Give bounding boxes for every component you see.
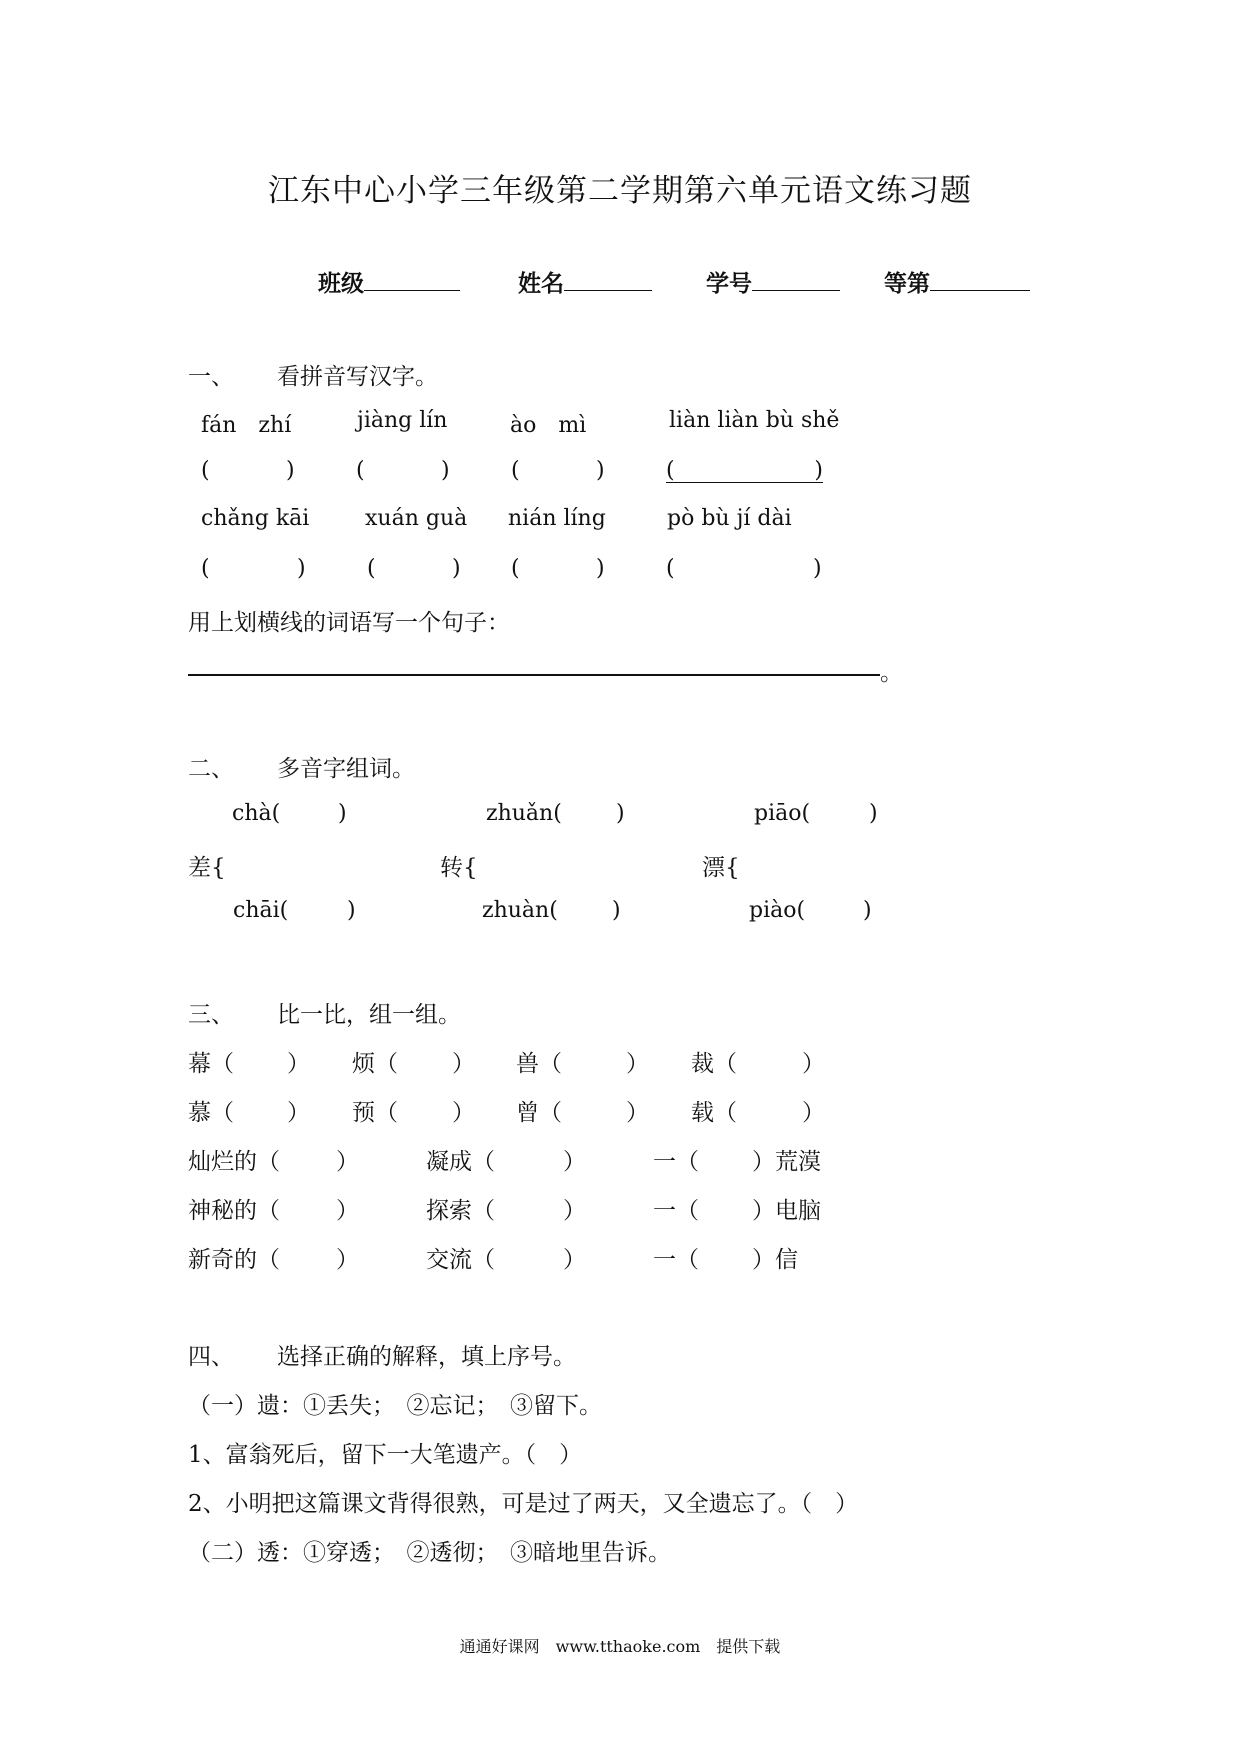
- section4-number: 四、: [188, 1344, 234, 1370]
- compare-char: 裁（: [691, 1051, 737, 1077]
- paren-close: ): [297, 556, 306, 581]
- class-label: 班级: [318, 270, 364, 297]
- paren-close: ）: [336, 1149, 359, 1175]
- section4-heading: 选择正确的解释，填上序号。: [277, 1344, 576, 1370]
- name-field: [518, 265, 652, 298]
- paren-close: ）: [626, 1051, 649, 1077]
- phrase-prefix: 交流（: [426, 1247, 495, 1273]
- paren-close: ): [452, 556, 461, 581]
- paren-close: ）: [336, 1198, 359, 1224]
- polyphone-reading: chà(: [232, 801, 281, 826]
- compare-char: 幕（: [188, 1051, 234, 1077]
- polyphone-reading: piào(: [749, 898, 806, 923]
- compare-char: 载（: [691, 1100, 737, 1126]
- paren-close: ): [813, 556, 822, 581]
- paren-open: (: [356, 458, 365, 483]
- class-blank[interactable]: [364, 270, 460, 291]
- polyphone-reading: chāi(: [233, 898, 289, 923]
- compare-char: 烦（: [352, 1051, 398, 1077]
- pinyin-item: ào mì: [510, 413, 587, 438]
- paren-open: (: [201, 458, 210, 483]
- paren-open: (: [201, 556, 210, 581]
- phrase-suffix: ）荒漠: [752, 1149, 821, 1175]
- polyphone-char: 差{: [188, 855, 226, 881]
- phrase-prefix: 探索（: [426, 1198, 495, 1224]
- underlined-answer-box[interactable]: [666, 458, 823, 483]
- sentence-answer-line[interactable]: [188, 674, 880, 676]
- page-title: 江东中心小学三年级第二学期第六单元语文练习题: [268, 173, 972, 209]
- polyphone-char: 转{: [440, 855, 478, 881]
- student-number-blank[interactable]: [752, 270, 840, 291]
- polyphone-char: 漂{: [702, 855, 740, 881]
- paren-close: ）: [287, 1051, 310, 1077]
- definition-options: （一）遗：①丢失； ②忘记； ③留下。: [188, 1393, 602, 1419]
- name-label: 姓名: [518, 270, 564, 297]
- paren-close: ）: [563, 1247, 586, 1273]
- paren-open: (: [666, 458, 675, 483]
- paren-close: ): [347, 898, 356, 923]
- polyphone-reading: zhuàn(: [482, 898, 558, 923]
- section1-number: 一、: [188, 364, 234, 390]
- compare-char: 兽（: [516, 1051, 562, 1077]
- sentence-prompt: 用上划横线的词语写一个句子：: [188, 610, 510, 636]
- paren-open: (: [666, 556, 675, 581]
- paren-close: ): [338, 801, 347, 826]
- grade-label: 等第: [884, 270, 930, 297]
- pinyin-item: xuán guà: [365, 506, 468, 531]
- student-number-field: [706, 265, 840, 298]
- phrase-suffix: ）信: [752, 1247, 798, 1273]
- paren-open: (: [511, 458, 520, 483]
- compare-char: 预（: [352, 1100, 398, 1126]
- phrase-prefix: 凝成（: [426, 1149, 495, 1175]
- pinyin-item: pò bù jí dài: [667, 506, 792, 531]
- paren-close: ): [814, 458, 823, 483]
- paren-close: ）: [802, 1100, 825, 1126]
- phrase-prefix: 神秘的（: [188, 1198, 280, 1224]
- sentence-end-mark: 。: [880, 660, 903, 686]
- grade-field: [884, 265, 1030, 298]
- phrase-prefix: 一（: [653, 1247, 699, 1273]
- paren-close: ): [441, 458, 450, 483]
- definition-options: （二）透：①穿透； ②透彻； ③暗地里告诉。: [188, 1540, 671, 1566]
- student-number-label: 学号: [706, 270, 752, 297]
- paren-close: ): [869, 801, 878, 826]
- paren-close: ): [616, 801, 625, 826]
- paren-close: ）: [802, 1051, 825, 1077]
- paren-close: ）: [336, 1247, 359, 1273]
- section2-heading: 多音字组词。: [277, 756, 415, 782]
- pinyin-item: jiàng lín: [357, 408, 448, 433]
- polyphone-reading: piāo(: [754, 801, 811, 826]
- section2-number: 二、: [188, 756, 234, 782]
- footer-text: 通通好课网 www.tthaoke.com 提供下载: [459, 1637, 781, 1656]
- paren-close: ）: [452, 1100, 475, 1126]
- compare-char: 曾（: [516, 1100, 562, 1126]
- section3-number: 三、: [188, 1002, 234, 1028]
- paren-open: (: [511, 556, 520, 581]
- section1-heading: 看拼音写汉字。: [277, 364, 438, 390]
- name-blank[interactable]: [564, 270, 652, 291]
- phrase-prefix: 一（: [653, 1149, 699, 1175]
- paren-close: ): [286, 458, 295, 483]
- paren-close: ): [596, 556, 605, 581]
- paren-close: ）: [287, 1100, 310, 1126]
- pinyin-item: nián líng: [508, 506, 606, 531]
- grade-blank[interactable]: [930, 270, 1030, 291]
- class-field: [318, 265, 460, 298]
- pinyin-item: chǎng kāi: [201, 506, 310, 531]
- paren-close: ）: [563, 1198, 586, 1224]
- paren-close: ）: [563, 1149, 586, 1175]
- paren-close: ): [596, 458, 605, 483]
- paren-close: ): [612, 898, 621, 923]
- section3-heading: 比一比，组一组。: [277, 1002, 461, 1028]
- phrase-prefix: 一（: [653, 1198, 699, 1224]
- pinyin-item: liàn liàn bù shě: [669, 408, 840, 433]
- pinyin-item: fán zhí: [201, 413, 292, 438]
- compare-char: 慕（: [188, 1100, 234, 1126]
- question-item: 1、富翁死后，留下一大笔遗产。（ ）: [188, 1442, 583, 1468]
- phrase-prefix: 新奇的（: [188, 1247, 280, 1273]
- paren-close: ): [863, 898, 872, 923]
- paren-close: ）: [452, 1051, 475, 1077]
- paren-open: (: [367, 556, 376, 581]
- phrase-prefix: 灿烂的（: [188, 1149, 280, 1175]
- paren-close: ）: [626, 1100, 649, 1126]
- question-item: 2、小明把这篇课文背得很熟，可是过了两天，又全遗忘了。（ ）: [188, 1491, 859, 1517]
- phrase-suffix: ）电脑: [752, 1198, 821, 1224]
- polyphone-reading: zhuǎn(: [486, 801, 562, 826]
